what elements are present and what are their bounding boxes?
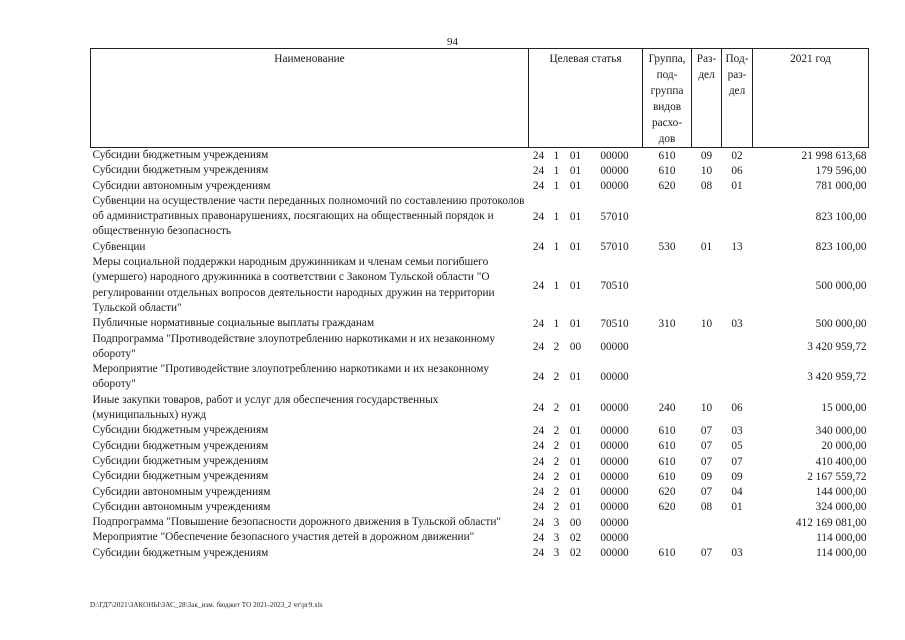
table-row [91, 500, 869, 515]
row-name: Мероприятие "Противодействие злоупотреблению наркотиками и их незаконному обороту" [92, 363, 490, 391]
row-section [692, 332, 722, 363]
row-expense-group [643, 515, 692, 530]
row-code-direction: 00000 [600, 149, 629, 162]
row-code-subprogram: 1 [553, 317, 560, 330]
table-row [91, 362, 869, 393]
row-code-program: 24 [532, 402, 545, 415]
table-row [91, 469, 869, 484]
row-subsection: 01 [731, 180, 743, 193]
row-expense-group: 610 [658, 164, 676, 177]
row-code-subprogram: 2 [553, 340, 560, 353]
row-subsection [722, 362, 753, 393]
row-expense-group: 610 [658, 149, 676, 162]
row-section: 10 [700, 402, 713, 415]
row-code-direction: 00000 [600, 516, 629, 529]
row-name: Подпрограмма "Противодействие злоупотреблению наркотиками и их незаконному обороту" [92, 332, 496, 360]
table-row [91, 439, 869, 454]
row-expense-group [643, 255, 692, 316]
row-code-subprogram: 3 [553, 516, 560, 529]
row-name: Меры социальной поддержки народным дружинникам и членам семьи погибшего (умершего) народного дружинника в соответствии с Законом Тульской области "О регулировании отдельных вопросов деятельности народных дружин на территории Тульской области" [92, 256, 495, 314]
table-row [91, 194, 869, 240]
row-code-subprogram: 2 [553, 486, 560, 499]
row-code-event: 01 [569, 241, 582, 254]
row-section [692, 194, 722, 240]
row-code-event: 01 [569, 279, 582, 292]
row-section: 07 [700, 547, 713, 560]
row-expense-group: 610 [658, 424, 676, 437]
row-section: 07 [700, 486, 713, 499]
row-name: Мероприятие "Обеспечение безопасного участия детей в дорожном движении" [92, 531, 475, 544]
row-code-subprogram: 2 [553, 424, 560, 437]
row-code-subprogram: 2 [553, 371, 560, 384]
row-code-event: 00 [569, 340, 582, 353]
row-amount: 500 000,00 [815, 279, 867, 292]
table-row [91, 485, 869, 500]
row-code-event: 02 [569, 532, 582, 545]
row-code-event: 00 [569, 516, 582, 529]
row-code-direction: 70510 [600, 279, 629, 292]
row-amount: 823 100,00 [815, 210, 867, 223]
row-code-direction: 00000 [600, 547, 629, 560]
row-name: Субсидии бюджетным учреждениям [92, 454, 269, 467]
row-code-direction: 57010 [600, 210, 629, 223]
row-code-program: 24 [532, 486, 545, 499]
row-code-program: 24 [532, 424, 545, 437]
row-amount: 114 000,00 [816, 547, 867, 560]
row-subsection: 03 [731, 317, 743, 330]
row-subsection: 13 [731, 241, 743, 254]
row-code-subprogram: 2 [553, 470, 560, 483]
row-expense-group: 610 [658, 547, 676, 560]
row-expense-group: 530 [658, 241, 676, 254]
row-code-event: 01 [569, 210, 582, 223]
row-amount: 2 167 559,72 [807, 470, 867, 483]
row-amount: 823 100,00 [815, 241, 867, 254]
row-code-direction: 00000 [600, 340, 629, 353]
row-amount: 179 596,00 [815, 164, 867, 177]
row-amount: 21 998 613,68 [801, 149, 867, 162]
header-year: 2021 год [753, 49, 869, 148]
row-code-subprogram: 3 [553, 532, 560, 545]
table-row [91, 423, 869, 438]
row-code-direction: 00000 [600, 532, 629, 545]
row-code-program: 24 [532, 279, 545, 292]
row-subsection: 09 [731, 470, 743, 483]
row-code-event: 01 [569, 486, 582, 499]
row-name: Субсидии бюджетным учреждениям [92, 149, 269, 161]
row-amount: 412 169 081,00 [795, 516, 867, 529]
row-subsection: 03 [731, 547, 743, 560]
row-code-program: 24 [532, 455, 545, 468]
row-code-event: 01 [569, 371, 582, 384]
row-name: Субсидии бюджетным учреждениям [92, 439, 269, 452]
row-code-program: 24 [532, 440, 545, 453]
row-subsection: 06 [731, 164, 743, 177]
row-name: Субвенции на осуществление части переданных полномочий по составлению протоколов об административных правонарушениях, посягающих на общественный порядок и общественную безопасность [92, 194, 525, 238]
row-code-direction: 00000 [600, 486, 629, 499]
row-name: Публичные нормативные социальные выплаты гражданам [92, 317, 375, 330]
row-amount: 3 420 959,72 [807, 371, 867, 384]
row-section: 10 [700, 317, 713, 330]
header-target-article: Целевая статья [529, 49, 643, 148]
header-subsection: Под- раз- дел [722, 49, 753, 148]
row-subsection [722, 194, 753, 240]
row-section: 09 [700, 470, 713, 483]
row-expense-group [643, 332, 692, 363]
table-row [91, 163, 869, 178]
row-expense-group: 620 [658, 486, 676, 499]
row-section: 08 [700, 501, 713, 514]
row-name: Субсидии бюджетным учреждениям [92, 546, 269, 559]
row-amount: 15 000,00 [821, 402, 867, 415]
row-code-program: 24 [532, 149, 545, 162]
row-section: 09 [700, 149, 713, 162]
header-section: Раз- дел [692, 49, 722, 148]
budget-table [90, 48, 869, 561]
row-code-program: 24 [532, 470, 545, 483]
row-section [692, 530, 722, 545]
row-code-direction: 00000 [600, 180, 629, 193]
table-row [91, 179, 869, 194]
row-subsection [722, 332, 753, 363]
row-code-program: 24 [532, 340, 545, 353]
row-code-event: 01 [569, 470, 582, 483]
row-section: 01 [700, 241, 713, 254]
row-code-subprogram: 2 [553, 402, 560, 415]
row-code-direction: 00000 [600, 440, 629, 453]
row-amount: 410 400,00 [815, 455, 867, 468]
row-code-subprogram: 1 [553, 164, 560, 177]
row-amount: 324 000,00 [815, 501, 867, 514]
row-code-subprogram: 1 [553, 180, 560, 193]
row-name: Субсидии бюджетным учреждениям [92, 470, 269, 483]
row-expense-group: 610 [658, 455, 676, 468]
row-section [692, 362, 722, 393]
row-code-program: 24 [532, 516, 545, 529]
row-subsection [722, 530, 753, 545]
row-name: Субвенции [92, 240, 146, 253]
table-row [91, 546, 869, 561]
row-subsection: 01 [731, 501, 743, 514]
header-group: Группа, под- группа видов расхо- дов [643, 49, 692, 148]
row-expense-group: 240 [658, 402, 676, 415]
row-code-program: 24 [532, 180, 545, 193]
row-amount: 3 420 959,72 [807, 340, 867, 353]
row-code-subprogram: 1 [553, 210, 560, 223]
row-code-event: 01 [569, 501, 582, 514]
row-code-direction: 00000 [600, 402, 629, 415]
row-code-event: 02 [569, 547, 582, 560]
row-expense-group: 620 [658, 180, 676, 193]
row-section: 07 [700, 440, 713, 453]
row-code-event: 01 [569, 402, 582, 415]
row-expense-group: 610 [658, 470, 676, 483]
row-name: Субсидии бюджетным учреждениям [92, 164, 269, 177]
row-code-direction: 57010 [600, 241, 629, 254]
row-subsection: 05 [731, 440, 743, 453]
row-name: Иные закупки товаров, работ и услуг для обеспечения государственных (муниципальных) нужд [92, 393, 439, 422]
row-section [692, 255, 722, 316]
table-row [91, 148, 869, 164]
row-code-subprogram: 1 [553, 241, 560, 254]
row-section [692, 515, 722, 530]
table-row [91, 393, 869, 424]
header-name: Наименование [91, 49, 529, 148]
row-subsection: 02 [731, 149, 743, 162]
row-code-event: 01 [569, 317, 582, 330]
row-code-direction: 00000 [600, 455, 629, 468]
row-code-subprogram: 1 [553, 149, 560, 162]
row-section: 07 [700, 424, 713, 437]
row-code-direction: 70510 [600, 317, 629, 330]
row-code-direction: 00000 [600, 501, 629, 514]
table-row [91, 454, 869, 469]
row-code-subprogram: 3 [553, 547, 560, 560]
row-code-direction: 00000 [600, 470, 629, 483]
row-name: Подпрограмма "Повышение безопасности дорожного движения в Тульской области" [92, 516, 501, 529]
row-amount: 500 000,00 [815, 317, 867, 330]
row-subsection: 06 [731, 402, 743, 415]
row-expense-group: 310 [658, 317, 676, 330]
row-amount: 340 000,00 [815, 424, 867, 437]
row-subsection: 03 [731, 424, 743, 437]
row-code-event: 01 [569, 455, 582, 468]
table-body [91, 148, 869, 562]
row-code-subprogram: 1 [553, 279, 560, 292]
row-amount: 114 000,00 [816, 532, 867, 545]
row-subsection [722, 255, 753, 316]
file-path-footer: D:\ГД7\2021\ЗАКОНЫ\ЗАС_28\Зак_изм. бюджет ТО 2021-2023_2 чт\рг9.xls [90, 601, 323, 609]
row-code-direction: 00000 [600, 164, 629, 177]
row-code-direction: 00000 [600, 371, 629, 384]
row-expense-group [643, 530, 692, 545]
row-code-program: 24 [532, 317, 545, 330]
row-code-subprogram: 2 [553, 455, 560, 468]
row-name: Субсидии автономным учреждениям [92, 485, 271, 498]
table-row [91, 255, 869, 316]
table-row [91, 515, 869, 530]
row-subsection [722, 515, 753, 530]
row-amount: 20 000,00 [821, 440, 867, 453]
table-row [91, 240, 869, 255]
table-row [91, 316, 869, 331]
row-code-direction: 00000 [600, 424, 629, 437]
row-section: 10 [700, 164, 713, 177]
page-number: 94 [447, 36, 458, 48]
row-code-subprogram: 2 [553, 501, 560, 514]
row-amount: 144 000,00 [815, 486, 867, 499]
row-code-event: 01 [569, 180, 582, 193]
row-code-program: 24 [532, 371, 545, 384]
row-expense-group [643, 194, 692, 240]
table-row [91, 332, 869, 363]
row-code-program: 24 [532, 547, 545, 560]
row-code-event: 01 [569, 440, 582, 453]
row-name: Субсидии автономным учреждениям [92, 500, 271, 513]
row-code-program: 24 [532, 241, 545, 254]
row-code-program: 24 [532, 532, 545, 545]
row-expense-group: 610 [658, 440, 676, 453]
row-expense-group [643, 362, 692, 393]
row-section: 07 [700, 455, 713, 468]
row-code-event: 01 [569, 149, 582, 162]
row-name: Субсидии автономным учреждениям [92, 179, 271, 192]
row-subsection: 04 [731, 486, 743, 499]
row-code-program: 24 [532, 501, 545, 514]
row-code-subprogram: 2 [553, 440, 560, 453]
row-section: 08 [700, 180, 713, 193]
row-name: Субсидии бюджетным учреждениям [92, 424, 269, 437]
row-amount: 781 000,00 [815, 180, 867, 193]
row-code-program: 24 [532, 210, 545, 223]
row-expense-group: 620 [658, 501, 676, 514]
row-code-program: 24 [532, 164, 545, 177]
table-header-row [91, 49, 869, 148]
row-code-event: 01 [569, 424, 582, 437]
row-code-event: 01 [569, 164, 582, 177]
row-subsection: 07 [731, 455, 743, 468]
table-row [91, 530, 869, 545]
